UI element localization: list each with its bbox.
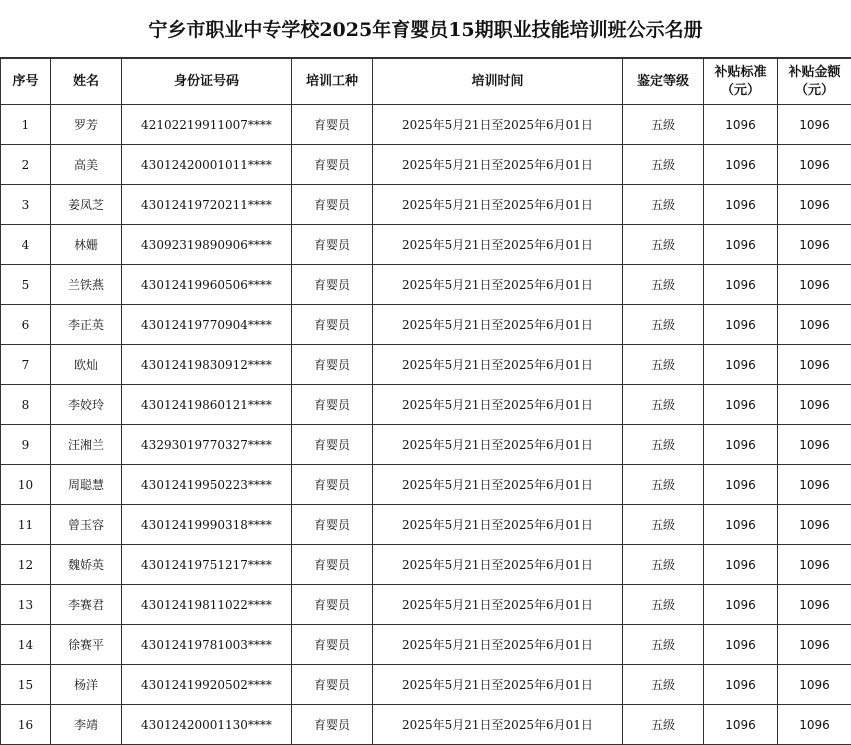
cell-training-type: 育婴员 (292, 665, 373, 705)
cell-no: 8 (1, 385, 51, 425)
cell-subsidy-amount: 1096 (778, 345, 851, 385)
cell-id-number: 43012419751217**** (122, 545, 292, 585)
cell-level: 五级 (623, 425, 704, 465)
cell-training-time: 2025年5月21日至2025年6月01日 (373, 305, 623, 345)
cell-subsidy-amount: 1096 (778, 385, 851, 425)
cell-subsidy-amount: 1096 (778, 305, 851, 345)
cell-training-type: 育婴员 (292, 225, 373, 265)
cell-training-time: 2025年5月21日至2025年6月01日 (373, 145, 623, 185)
cell-no: 4 (1, 225, 51, 265)
cell-level: 五级 (623, 185, 704, 225)
cell-subsidy-amount: 1096 (778, 265, 851, 305)
cell-subsidy-standard: 1096 (704, 145, 778, 185)
cell-id-number: 43012419860121**** (122, 385, 292, 425)
cell-name: 杨洋 (51, 665, 122, 705)
cell-training-type: 育婴员 (292, 505, 373, 545)
cell-training-type: 育婴员 (292, 545, 373, 585)
cell-id-number: 43012419811022**** (122, 585, 292, 625)
cell-name: 周聪慧 (51, 465, 122, 505)
cell-subsidy-amount: 1096 (778, 105, 851, 145)
table-row (1, 425, 851, 465)
header-level: 鉴定等级 (623, 59, 704, 105)
table-row (1, 705, 851, 745)
cell-training-type: 育婴员 (292, 345, 373, 385)
cell-no: 13 (1, 585, 51, 625)
cell-no: 1 (1, 105, 51, 145)
cell-name: 林姗 (51, 225, 122, 265)
cell-training-time: 2025年5月21日至2025年6月01日 (373, 425, 623, 465)
cell-level: 五级 (623, 585, 704, 625)
cell-training-type: 育婴员 (292, 145, 373, 185)
cell-level: 五级 (623, 345, 704, 385)
cell-subsidy-amount: 1096 (778, 705, 851, 745)
table-row (1, 545, 851, 585)
cell-training-type: 育婴员 (292, 105, 373, 145)
cell-level: 五级 (623, 705, 704, 745)
cell-level: 五级 (623, 225, 704, 265)
cell-subsidy-amount: 1096 (778, 665, 851, 705)
cell-name: 欧灿 (51, 345, 122, 385)
table-row (1, 185, 851, 225)
cell-subsidy-amount: 1096 (778, 585, 851, 625)
header-std-line1: 补贴标准 (704, 64, 777, 82)
cell-training-type: 育婴员 (292, 465, 373, 505)
cell-subsidy-standard: 1096 (704, 305, 778, 345)
cell-training-time: 2025年5月21日至2025年6月01日 (373, 545, 623, 585)
cell-training-time: 2025年5月21日至2025年6月01日 (373, 105, 623, 145)
cell-id-number: 43012419720211**** (122, 185, 292, 225)
cell-no: 11 (1, 505, 51, 545)
cell-training-type: 育婴员 (292, 265, 373, 305)
cell-id-number: 43012419830912**** (122, 345, 292, 385)
header-time: 培训时间 (373, 59, 623, 105)
cell-training-time: 2025年5月21日至2025年6月01日 (373, 625, 623, 665)
cell-training-type: 育婴员 (292, 185, 373, 225)
header-subsidy-amount (778, 59, 851, 105)
cell-no: 15 (1, 665, 51, 705)
header-std-line2: （元） (704, 82, 777, 100)
table-row (1, 225, 851, 265)
table-row (1, 585, 851, 625)
cell-subsidy-standard: 1096 (704, 425, 778, 465)
cell-name: 罗芳 (51, 105, 122, 145)
cell-training-time: 2025年5月21日至2025年6月01日 (373, 665, 623, 705)
cell-subsidy-amount: 1096 (778, 505, 851, 545)
table-row (1, 305, 851, 345)
cell-training-time: 2025年5月21日至2025年6月01日 (373, 345, 623, 385)
cell-level: 五级 (623, 145, 704, 185)
cell-training-time: 2025年5月21日至2025年6月01日 (373, 385, 623, 425)
roster-body (1, 105, 851, 745)
cell-training-time: 2025年5月21日至2025年6月01日 (373, 265, 623, 305)
roster-table (0, 58, 851, 745)
cell-subsidy-amount: 1096 (778, 545, 851, 585)
cell-id-number: 43012419950223**** (122, 465, 292, 505)
header-amt-line1: 补贴金额 (778, 64, 851, 82)
cell-no: 12 (1, 545, 51, 585)
cell-name: 兰铁燕 (51, 265, 122, 305)
cell-training-time: 2025年5月21日至2025年6月01日 (373, 505, 623, 545)
header-no: 序号 (1, 59, 51, 105)
cell-level: 五级 (623, 385, 704, 425)
cell-subsidy-standard: 1096 (704, 585, 778, 625)
cell-training-time: 2025年5月21日至2025年6月01日 (373, 465, 623, 505)
cell-subsidy-amount: 1096 (778, 625, 851, 665)
cell-training-type: 育婴员 (292, 705, 373, 745)
cell-level: 五级 (623, 505, 704, 545)
cell-level: 五级 (623, 305, 704, 345)
cell-training-type: 育婴员 (292, 585, 373, 625)
table-row (1, 345, 851, 385)
cell-id-number: 43092319890906**** (122, 225, 292, 265)
cell-no: 16 (1, 705, 51, 745)
cell-subsidy-standard: 1096 (704, 345, 778, 385)
cell-subsidy-standard: 1096 (704, 625, 778, 665)
cell-training-type: 育婴员 (292, 425, 373, 465)
cell-subsidy-standard: 1096 (704, 665, 778, 705)
header-type: 培训工种 (292, 59, 373, 105)
cell-id-number: 43012420001011**** (122, 145, 292, 185)
cell-subsidy-standard: 1096 (704, 105, 778, 145)
cell-training-time: 2025年5月21日至2025年6月01日 (373, 705, 623, 745)
cell-no: 5 (1, 265, 51, 305)
table-row (1, 105, 851, 145)
table-row (1, 145, 851, 185)
table-row (1, 665, 851, 705)
cell-training-time: 2025年5月21日至2025年6月01日 (373, 225, 623, 265)
cell-subsidy-standard: 1096 (704, 385, 778, 425)
header-id: 身份证号码 (122, 59, 292, 105)
cell-id-number: 43012419990318**** (122, 505, 292, 545)
cell-name: 姜凤芝 (51, 185, 122, 225)
page-title: 宁乡市职业中专学校2025年育婴员15期职业技能培训班公示名册 (0, 0, 851, 58)
cell-level: 五级 (623, 105, 704, 145)
cell-name: 高美 (51, 145, 122, 185)
cell-subsidy-amount: 1096 (778, 465, 851, 505)
cell-subsidy-standard: 1096 (704, 465, 778, 505)
table-row (1, 625, 851, 665)
header-row (1, 59, 851, 105)
cell-name: 李靖 (51, 705, 122, 745)
cell-name: 李赛君 (51, 585, 122, 625)
cell-name: 曾玉容 (51, 505, 122, 545)
cell-subsidy-standard: 1096 (704, 705, 778, 745)
cell-subsidy-standard: 1096 (704, 225, 778, 265)
header-name: 姓名 (51, 59, 122, 105)
header-subsidy-standard (704, 59, 778, 105)
cell-no: 2 (1, 145, 51, 185)
header-amt-line2: （元） (778, 82, 851, 100)
cell-name: 魏娇英 (51, 545, 122, 585)
cell-level: 五级 (623, 545, 704, 585)
cell-id-number: 43012419960506**** (122, 265, 292, 305)
cell-no: 14 (1, 625, 51, 665)
cell-subsidy-amount: 1096 (778, 145, 851, 185)
cell-name: 李姣玲 (51, 385, 122, 425)
cell-subsidy-standard: 1096 (704, 545, 778, 585)
cell-training-type: 育婴员 (292, 625, 373, 665)
cell-level: 五级 (623, 465, 704, 505)
cell-name: 徐赛平 (51, 625, 122, 665)
cell-subsidy-standard: 1096 (704, 505, 778, 545)
cell-training-type: 育婴员 (292, 385, 373, 425)
cell-subsidy-amount: 1096 (778, 425, 851, 465)
cell-subsidy-amount: 1096 (778, 185, 851, 225)
cell-subsidy-standard: 1096 (704, 185, 778, 225)
cell-id-number: 43293019770327**** (122, 425, 292, 465)
cell-no: 7 (1, 345, 51, 385)
cell-no: 9 (1, 425, 51, 465)
cell-training-time: 2025年5月21日至2025年6月01日 (373, 185, 623, 225)
cell-training-time: 2025年5月21日至2025年6月01日 (373, 585, 623, 625)
cell-level: 五级 (623, 625, 704, 665)
table-row (1, 385, 851, 425)
cell-no: 6 (1, 305, 51, 345)
cell-no: 3 (1, 185, 51, 225)
table-row (1, 265, 851, 305)
cell-id-number: 43012419920502**** (122, 665, 292, 705)
cell-level: 五级 (623, 665, 704, 705)
table-row (1, 505, 851, 545)
cell-id-number: 42102219911007**** (122, 105, 292, 145)
table-row (1, 465, 851, 505)
cell-id-number: 43012419770904**** (122, 305, 292, 345)
cell-id-number: 43012419781003**** (122, 625, 292, 665)
cell-name: 李正英 (51, 305, 122, 345)
cell-id-number: 43012420001130**** (122, 705, 292, 745)
cell-training-type: 育婴员 (292, 305, 373, 345)
cell-name: 汪湘兰 (51, 425, 122, 465)
cell-subsidy-standard: 1096 (704, 265, 778, 305)
cell-subsidy-amount: 1096 (778, 225, 851, 265)
cell-no: 10 (1, 465, 51, 505)
cell-level: 五级 (623, 265, 704, 305)
